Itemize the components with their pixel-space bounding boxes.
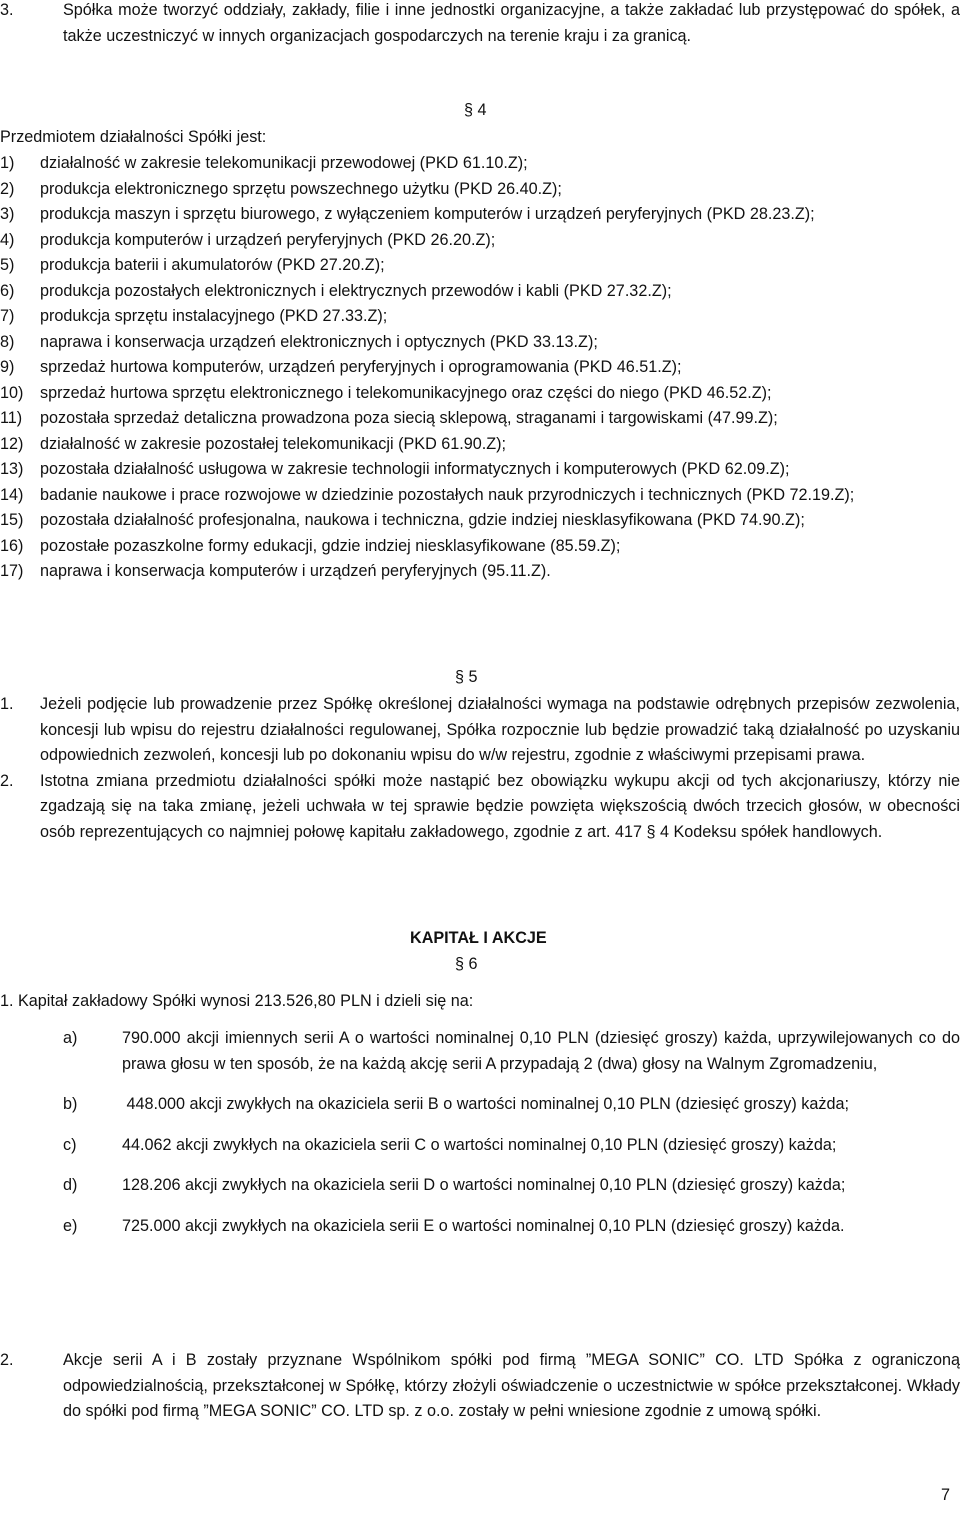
list-item [0,177,960,203]
list-item [0,508,960,534]
share-series-item [63,1173,960,1199]
section-4-lead: Przedmiotem działalności Spółki jest: [0,128,267,146]
section-6-marker [455,952,478,978]
list-item-text: działalność w zakresie telekomunikacji przewodowej (PKD 61.10.Z); [40,154,528,172]
section-6-paragraph-2 [0,1348,960,1425]
list-item [0,228,960,254]
list-item [0,457,960,483]
list-item-text: produkcja maszyn i sprzętu biurowego, z wyłączeniem komputerów i urządzeń peryferyjnych (PKD 28.23.Z); [40,205,815,223]
list-item [0,330,960,356]
list-item-text: naprawa i konserwacja komputerów i urządzeń peryferyjnych (95.11.Z). [40,562,551,580]
list-item-text: produkcja elektronicznego sprzętu powszechnego użytku (PKD 26.40.Z); [40,179,562,198]
list-item [0,151,960,177]
paragraph-text: Jeżeli podjęcie lub prowadzenie przez Spółkę określonej działalności wymaga na podstawie odrębnych przepisów zezwolenia, koncesji lub wpisu do rejestru działalności regulowanej, Spółka rozpocznie lub będzie prowadzić taką działalność po uzyskaniu odpowiednich zezwoleń, koncesji lub po dokonaniu wpisu do w/w rejestru, zgodnie z właściwymi przepisami prawa. [40,695,960,764]
section-symbol: § [455,668,465,686]
numbered-paragraph [0,692,960,769]
list-item-text: pozostała działalność profesjonalna, naukowa i techniczna, gdzie indziej niesklasyfikowana (PKD 74.90.Z); [40,511,805,529]
list-item-text: produkcja sprzętu instalacyjnego (PKD 27.33.Z); [40,307,388,325]
list-item-number: 13) [0,460,24,478]
share-series-letter: d) [63,1176,78,1194]
list-item [0,253,960,279]
share-series-item [63,1214,960,1240]
numbered-paragraph [0,769,960,846]
list-item-text: produkcja komputerów i urządzeń peryferyjnych (PKD 26.20.Z); [40,230,496,249]
share-series-text: 725.000 akcji zwykłych na okaziciela serii E o wartości nominalnej 0,10 PLN (dziesięć groszy) każda. [122,1216,845,1235]
list-item-number: 8) [0,332,15,351]
share-series-letter: b) [63,1095,78,1113]
list-item-text: naprawa i konserwacja urządzeń elektronicznych i optycznych (PKD 33.13.Z); [40,332,598,351]
share-series-letter: a) [63,1029,78,1047]
list-item-number: 17) [0,562,24,580]
list-item-text: produkcja baterii i akumulatorów (PKD 27.20.Z); [40,256,385,274]
share-series-list [63,1026,960,1254]
list-item-number: 2) [0,179,15,198]
share-series-text: 790.000 akcji imiennych serii A o wartości nominalnej 0,10 PLN (dziesięć groszy) każda, uprzywilejowanych co do prawa głosu w ten sposób, że na każdą akcję serii A przypadają 2 (dwa) głosy na Walnym Zgromadzeniu, [122,1029,960,1073]
section-number: 4 [477,101,487,119]
list-item [0,483,960,509]
list-item-number: 5) [0,256,15,274]
list-item-number: 7) [0,307,15,325]
list-item [0,534,960,560]
list-item [0,381,960,407]
section-4-marker [464,98,487,124]
list-item-text: sprzedaż hurtowa sprzętu elektronicznego i telekomunikacyjnego oraz części do niego (PKD 46.52.Z); [40,383,772,402]
list-item [0,559,960,585]
list-item-number: 3) [0,205,15,223]
share-series-item [63,1133,960,1159]
list-item-text: pozostała sprzedaż detaliczna prowadzona poza siecią sklepową, straganami i targowiskami (47.99.Z); [40,409,778,427]
list-item [0,432,960,458]
intro-paragraph [0,0,960,49]
section-heading: KAPITAŁ I AKCJE [410,929,547,947]
list-item-number: 4) [0,230,15,249]
list-item-number: 10) [0,383,24,402]
section-5-paragraphs [0,692,960,845]
paragraph-text: Istotna zmiana przedmiotu działalności spółki może nastąpić bez obowiązku wykupu akcji od tych akcjonariuszy, którzy nie zgadzają się na taka zmianę, jeżeli uchwała w tej sprawie będzie powzięta większością dwóch trzecich głosów, w obecności osób reprezentujących co najmniej połowę kapitału zakładowego, zgodnie z art. 417 § 4 Kodeksu spółek handlowych. [40,771,960,841]
share-series-letter: e) [63,1216,78,1235]
list-item-number: 16) [0,536,24,555]
list-item-text: produkcja pozostałych elektronicznych i elektrycznych przewodów i kabli (PKD 27.32.Z); [40,281,672,300]
section-symbol: § [455,955,465,973]
page-number: 7 [940,1486,950,1504]
list-item-number: 9) [0,358,15,376]
share-series-item [63,1092,960,1118]
list-item [0,202,960,228]
list-item [0,355,960,381]
share-series-item [63,1026,960,1077]
list-item-text: sprzedaż hurtowa komputerów, urządzeń peryferyjnych i oprogramowania (PKD 46.51.Z); [40,358,682,376]
list-item [0,304,960,330]
share-series-text: 448.000 akcji zwykłych na okaziciela serii B o wartości nominalnej 0,10 PLN (dziesięć groszy) każda; [122,1095,849,1113]
section-number: 5 [468,668,478,686]
list-item-text: działalność w zakresie pozostałej telekomunikacji (PKD 61.90.Z); [40,434,507,453]
list-item-text: badanie naukowe i prace rozwojowe w dziedzinie pozostałych nauk przyrodniczych i technicznych (PKD 72.19.Z); [40,485,855,504]
paragraph-text: Spółka może tworzyć oddziały, zakłady, filie i inne jednostki organizacyjne, a także zakładać lub przystępować do spółek, a także uczestniczyć w innych organizacjach gospodarczych na terenie kraju i za granicą. [63,1,960,45]
list-item [0,406,960,432]
section-number: 6 [468,955,478,973]
share-series-text: 44.062 akcji zwykłych na okaziciela serii C o wartości nominalnej 0,10 PLN (dziesięć groszy) każda; [122,1135,837,1154]
capital-lead: 1. Kapitał zakładowy Spółki wynosi 213.526,80 PLN i dzieli się na: [0,992,474,1010]
list-item-text: pozostałe pozaszkolne formy edukacji, gdzie indziej niesklasyfikowane (85.59.Z); [40,536,621,555]
list-item-number: 1) [0,154,15,172]
paragraph-number: 2. [0,771,14,790]
list-item-text: pozostała działalność usługowa w zakresie technologii informatycznych i komputerowych (PKD 62.09.Z); [40,460,790,478]
section-5-marker [455,665,478,691]
paragraph-text: Akcje serii A i B zostały przyznane Wspólnikom spółki pod firmą ”MEGA SONIC” CO. LTD Spółka z ograniczoną odpowiedzialnością, przekształconej w Spółkę, którzy złożyli oświadczenie o uczestnictwie w spółce przekształconej. Wkłady do spółki pod firmą ”MEGA SONIC” CO. LTD sp. z o.o. zostały w pełni wniesione zgodnie z umową spółki. [63,1351,960,1420]
list-item-number: 14) [0,485,24,504]
paragraph-number: 3. [0,1,14,19]
paragraph-number: 1. [0,695,14,713]
list-item-number: 12) [0,434,24,453]
share-series-text: 128.206 akcji zwykłych na okaziciela serii D o wartości nominalnej 0,10 PLN (dziesięć groszy) każda; [122,1176,846,1194]
list-item-number: 11) [0,409,23,427]
list-item-number: 15) [0,511,24,529]
list-item-number: 6) [0,281,15,300]
share-series-letter: c) [63,1135,77,1154]
list-item [0,279,960,305]
paragraph-number: 2. [0,1351,14,1369]
section-symbol: § [464,101,474,119]
activity-list [0,151,960,585]
